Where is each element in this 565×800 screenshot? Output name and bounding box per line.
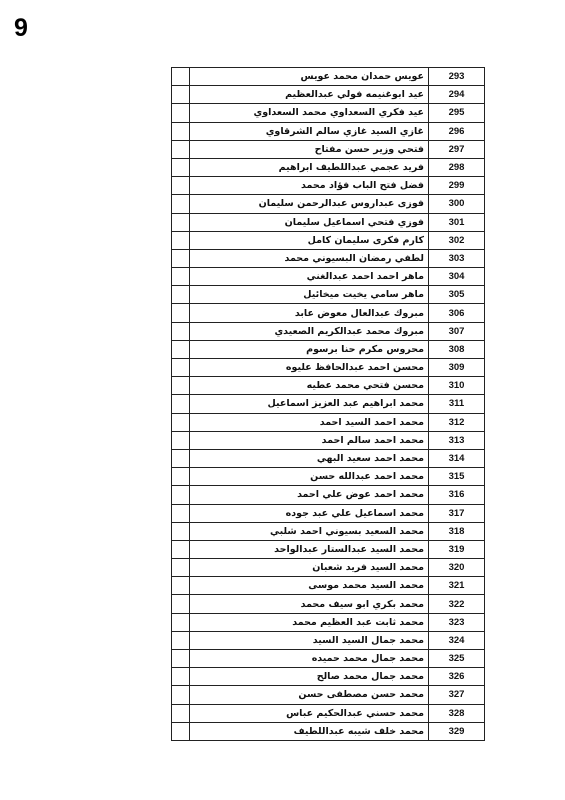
row-name: محمد السيد فريد شعبان (190, 559, 429, 577)
row-blank-cell (172, 213, 190, 231)
table-row (172, 722, 485, 740)
row-blank-cell (172, 468, 190, 486)
table-row (172, 486, 485, 504)
table-row (172, 268, 485, 286)
table-row (172, 431, 485, 449)
row-name: محمد جمال السيد السيد (190, 631, 429, 649)
table-row (172, 104, 485, 122)
table-row (172, 668, 485, 686)
row-number: 296 (429, 122, 485, 140)
row-blank-cell (172, 650, 190, 668)
row-name: فريد عجمي عبداللطيف ابراهيم (190, 158, 429, 176)
row-blank-cell (172, 268, 190, 286)
table-row (172, 704, 485, 722)
row-blank-cell (172, 631, 190, 649)
row-name: محمد السيد محمد موسى (190, 577, 429, 595)
row-number: 329 (429, 722, 485, 740)
table-row (172, 249, 485, 267)
row-blank-cell (172, 449, 190, 467)
row-number: 306 (429, 304, 485, 322)
row-number: 320 (429, 559, 485, 577)
table-row (172, 231, 485, 249)
row-name: عيد فكري السعداوي محمد السعداوي (190, 104, 429, 122)
row-number: 314 (429, 449, 485, 467)
row-blank-cell (172, 322, 190, 340)
row-number: 318 (429, 522, 485, 540)
row-blank-cell (172, 158, 190, 176)
table-row (172, 286, 485, 304)
row-name: فوزى عبداروس عبدالرحمن سليمان (190, 195, 429, 213)
row-blank-cell (172, 195, 190, 213)
row-number: 308 (429, 340, 485, 358)
table-row (172, 68, 485, 86)
names-table-body (172, 68, 485, 741)
row-name: محمد احمد السيد احمد (190, 413, 429, 431)
row-name: محمد اسماعيل علي عبد جوده (190, 504, 429, 522)
row-name: محمد احمد عبدالله حسن (190, 468, 429, 486)
table-row (172, 340, 485, 358)
row-name: فوزي فتحي اسماعيل سليمان (190, 213, 429, 231)
row-blank-cell (172, 595, 190, 613)
row-name: محمد السيد عبدالستار عبدالواحد (190, 540, 429, 558)
row-number: 304 (429, 268, 485, 286)
row-number: 317 (429, 504, 485, 522)
row-number: 327 (429, 686, 485, 704)
row-blank-cell (172, 395, 190, 413)
row-name: محمد ثابت عبد العظيم محمد (190, 613, 429, 631)
row-blank-cell (172, 377, 190, 395)
table-row (172, 359, 485, 377)
table-row (172, 559, 485, 577)
table-row (172, 595, 485, 613)
row-name: فتحي وزير حسن مفتاح (190, 140, 429, 158)
row-name: محمد حسني عبدالحكيم عباس (190, 704, 429, 722)
table-row (172, 504, 485, 522)
row-number: 310 (429, 377, 485, 395)
row-name: مبروك عبدالعال معوض عابد (190, 304, 429, 322)
row-name: محمد احمد سعيد البهي (190, 449, 429, 467)
row-blank-cell (172, 613, 190, 631)
table-row (172, 195, 485, 213)
row-name: محروس مكرم حنا برسوم (190, 340, 429, 358)
row-name: محمد جمال محمد صالح (190, 668, 429, 686)
table-row (172, 522, 485, 540)
row-number: 294 (429, 86, 485, 104)
row-number: 302 (429, 231, 485, 249)
row-number: 301 (429, 213, 485, 231)
table-row (172, 177, 485, 195)
row-blank-cell (172, 540, 190, 558)
row-number: 321 (429, 577, 485, 595)
page-number: 9 (14, 14, 28, 42)
row-number: 305 (429, 286, 485, 304)
row-name: محسن فتحي محمد عطيه (190, 377, 429, 395)
row-number: 313 (429, 431, 485, 449)
row-name: محمد بكري ابو سيف محمد (190, 595, 429, 613)
row-blank-cell (172, 104, 190, 122)
row-name: مبروك محمد عبدالكريم الصعيدي (190, 322, 429, 340)
row-name: محسن احمد عبدالحافظ عليوه (190, 359, 429, 377)
row-name: محمد احمد سالم احمد (190, 431, 429, 449)
table-row (172, 686, 485, 704)
table-row (172, 631, 485, 649)
row-name: محمد حسن مصطفى حسن (190, 686, 429, 704)
row-name: محمد السعيد بسيوني احمد شلبي (190, 522, 429, 540)
row-number: 315 (429, 468, 485, 486)
row-blank-cell (172, 359, 190, 377)
names-table (171, 67, 485, 741)
table-row (172, 140, 485, 158)
row-number: 307 (429, 322, 485, 340)
row-blank-cell (172, 486, 190, 504)
row-number: 295 (429, 104, 485, 122)
row-number: 311 (429, 395, 485, 413)
row-blank-cell (172, 249, 190, 267)
row-name: محمد جمال محمد حميده (190, 650, 429, 668)
row-blank-cell (172, 522, 190, 540)
row-blank-cell (172, 286, 190, 304)
row-number: 319 (429, 540, 485, 558)
row-name: لطفي رمضان البسيوني محمد (190, 249, 429, 267)
table-row (172, 540, 485, 558)
table-row (172, 577, 485, 595)
row-blank-cell (172, 340, 190, 358)
row-blank-cell (172, 722, 190, 740)
names-table-container (171, 67, 485, 741)
row-name: محمد خلف شيبه عبداللطيف (190, 722, 429, 740)
row-number: 325 (429, 650, 485, 668)
table-row (172, 395, 485, 413)
table-row (172, 322, 485, 340)
row-number: 316 (429, 486, 485, 504)
row-name: عيد ابوغنيمه فولي عبدالعظيم (190, 86, 429, 104)
row-name: محمد ابراهيم عبد العزيز اسماعيل (190, 395, 429, 413)
row-name: ماهر سامي يخيت ميخائيل (190, 286, 429, 304)
row-blank-cell (172, 577, 190, 595)
table-row (172, 413, 485, 431)
row-blank-cell (172, 431, 190, 449)
row-blank-cell (172, 686, 190, 704)
table-row (172, 122, 485, 140)
row-blank-cell (172, 668, 190, 686)
table-row (172, 158, 485, 176)
row-number: 297 (429, 140, 485, 158)
table-row (172, 86, 485, 104)
row-number: 293 (429, 68, 485, 86)
table-row (172, 613, 485, 631)
row-number: 300 (429, 195, 485, 213)
row-blank-cell (172, 704, 190, 722)
row-number: 323 (429, 613, 485, 631)
table-row (172, 213, 485, 231)
row-number: 298 (429, 158, 485, 176)
row-number: 309 (429, 359, 485, 377)
row-name: محمد احمد عوض علي احمد (190, 486, 429, 504)
row-blank-cell (172, 86, 190, 104)
row-blank-cell (172, 231, 190, 249)
table-row (172, 377, 485, 395)
table-row (172, 304, 485, 322)
row-number: 326 (429, 668, 485, 686)
row-blank-cell (172, 140, 190, 158)
row-blank-cell (172, 559, 190, 577)
table-row (172, 468, 485, 486)
table-row (172, 449, 485, 467)
row-blank-cell (172, 122, 190, 140)
row-number: 312 (429, 413, 485, 431)
row-name: فضل فتح الباب فؤاد محمد (190, 177, 429, 195)
row-number: 322 (429, 595, 485, 613)
row-name: كارم فكرى سليمان كامل (190, 231, 429, 249)
row-blank-cell (172, 304, 190, 322)
row-number: 324 (429, 631, 485, 649)
row-name: ماهر احمد احمد عبدالغني (190, 268, 429, 286)
row-number: 303 (429, 249, 485, 267)
row-number: 328 (429, 704, 485, 722)
row-number: 299 (429, 177, 485, 195)
table-row (172, 650, 485, 668)
row-blank-cell (172, 68, 190, 86)
row-blank-cell (172, 504, 190, 522)
row-name: غازي السيد غازي سالم الشرقاوي (190, 122, 429, 140)
row-blank-cell (172, 177, 190, 195)
row-blank-cell (172, 413, 190, 431)
row-name: عويس حمدان محمد عويس (190, 68, 429, 86)
